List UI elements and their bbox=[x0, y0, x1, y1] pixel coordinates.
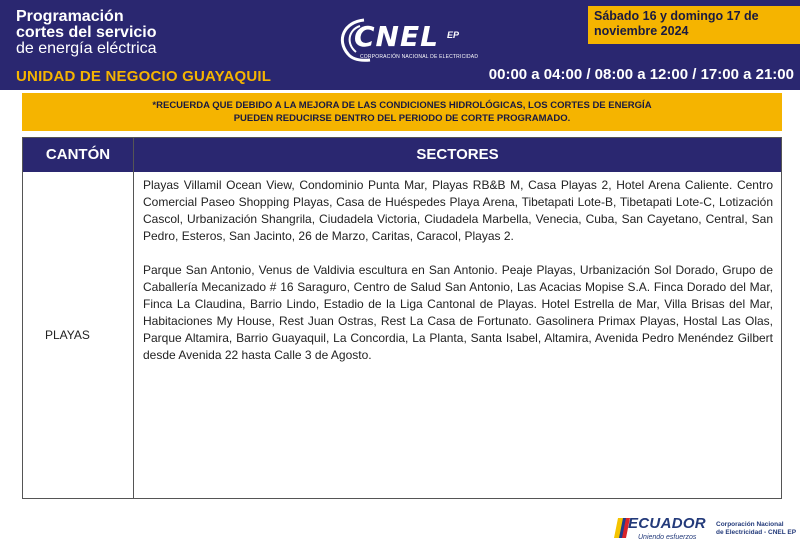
sectores-paragraph-1: Playas Villamil Ocean View, Condominio Punta Mar, Playas RB&B M, Casa Playas 2, Hotel Arena Caliente. Centro Comercial Paseo Shopping Playas, Casa de Huéspedes Playa Arena, Tibetapati Lote-B, Tibetapati Lote-C, Lotización Cascol, Urbanización Shangrila, Ciudadela Victoria, Ciudadela Marbella, Venecia, Cuba, San Cayetano, Central, San Pedro, Esteros, San Jacinto, 26 de Marzo, Caritas, Caracol, Playas 2. bbox=[143, 178, 773, 243]
sectores-paragraph-2: Parque San Antonio, Venus de Valdivia escultura en San Antonio. Peaje Playas, Urbanización Sol Dorado, Grupo de Caballería Mecanizado # 16 Saraguro, Centro de Salud San Antonio, Las Acacias Mopise S.A. Finca Dorado del Mar, Finca La Claudina, Barrio Lindo, Estadio de la Liga Cantonal de Playas. Hotel Estrella de Mar, Villa Brisas del Mar, Habitaciones My House, Rest Juan Ostras, Rest La Casa de Fortunato. Gasolinera Primax Playas, Hostal Las Olas, Parque Altamira, Barrio Guayaquil, La Concordia, La Planta, Santa Isabel, Altamira, Avenida Pedro Menéndez Gilbert desde Avenida 22 hasta Calle 3 de Agosto. bbox=[143, 263, 773, 362]
header-banner bbox=[0, 0, 800, 90]
ecuador-footer-logo bbox=[614, 514, 797, 544]
ecuador-wordmark: ECUADOR bbox=[628, 515, 706, 532]
column-header-canton: CANTÓN bbox=[23, 138, 133, 172]
schedule-table bbox=[22, 137, 782, 499]
logo-suffix: EP bbox=[447, 30, 460, 40]
cnel-logo bbox=[330, 14, 480, 66]
title-line-3: de energía eléctrica bbox=[16, 40, 157, 57]
logo-subtitle: CORPORACIÓN NACIONAL DE ELECTRICIDAD bbox=[360, 54, 479, 60]
title-line-2: cortes del servicio bbox=[16, 24, 157, 41]
canton-cell: PLAYAS bbox=[45, 328, 90, 342]
business-unit-label: UNIDAD DE NEGOCIO GUAYAQUIL bbox=[16, 68, 272, 85]
column-header-sectores: SECTORES bbox=[134, 138, 781, 172]
ecuador-tagline: Uniendo esfuerzos bbox=[638, 534, 697, 541]
date-badge: Sábado 16 y domingo 17 de noviembre 2024 bbox=[588, 6, 800, 44]
program-title bbox=[16, 9, 216, 57]
column-divider bbox=[133, 138, 134, 498]
logo-wordmark: CNEL bbox=[354, 20, 439, 53]
notice-line-1: *RECUERDA QUE DEBIDO A LA MEJORA DE LAS CONDICIONES HIDROLÓGICAS, LOS CORTES DE ENERGÍA bbox=[152, 100, 652, 111]
corporation-line-2: de Electricidad - CNEL EP bbox=[716, 529, 797, 536]
outage-hours: 00:00 a 04:00 / 08:00 a 12:00 / 17:00 a 21:00 bbox=[488, 66, 794, 83]
sectores-cell bbox=[143, 177, 773, 364]
notice-banner bbox=[22, 93, 782, 131]
title-line-1: Programación bbox=[16, 8, 124, 25]
notice-line-2: PUEDEN REDUCIRSE DENTRO DEL PERIODO DE CORTE PROGRAMADO. bbox=[233, 113, 571, 124]
corporation-name bbox=[716, 521, 796, 537]
corporation-line-1: Corporación Nacional bbox=[716, 521, 784, 528]
